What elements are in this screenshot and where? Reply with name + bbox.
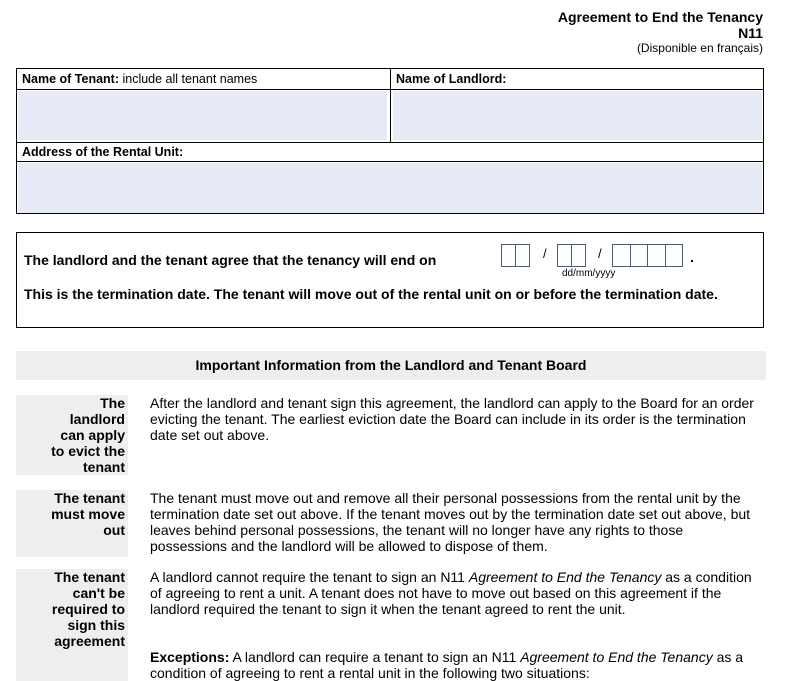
para-can-apply: After the landlord and tenant sign this agreement, the landlord can apply to the Board for an order evicting the tenant. The earliest eviction date the Board can include in its order is the termination date set out above. bbox=[150, 395, 754, 443]
landlord-name-field[interactable] bbox=[393, 91, 762, 140]
info-heading: Important Information from the Landlord and Tenant Board bbox=[16, 351, 766, 380]
french-availability-note: (Disponible en français) bbox=[636, 41, 763, 55]
form-number: N11 bbox=[738, 25, 763, 41]
tenant-name-label: Name of Tenant: include all tenant names bbox=[22, 72, 258, 86]
termination-section bbox=[16, 232, 764, 328]
date-day-field[interactable] bbox=[501, 244, 530, 267]
date-year-field[interactable] bbox=[612, 244, 683, 267]
side-label-cannot-require: The tenant can't be required to sign this agreement bbox=[16, 569, 128, 681]
para-move-out: The tenant must move out and remove all their personal possessions from the rental unit by the termination date set out above. If the tenant moves out by the termination date set out above, but leaves behind personal possessions, the tenant will no longer have any rights to those possessions and the landlord will be allowed to dispose of them. bbox=[150, 490, 751, 554]
termination-explanation: This is the termination date. The tenant will move out of the rental unit on or before the termination date. bbox=[24, 286, 718, 302]
rental-address-field[interactable] bbox=[18, 163, 762, 213]
termination-statement: The landlord and the tenant agree that the tenancy will end on bbox=[24, 252, 437, 268]
side-label-can-apply: The landlord can apply to evict the tenant bbox=[16, 395, 128, 475]
date-period: . bbox=[690, 249, 694, 265]
parties-section bbox=[16, 68, 764, 214]
form-title: Agreement to End the Tenancy bbox=[557, 9, 763, 25]
landlord-name-label: Name of Landlord: bbox=[396, 72, 507, 86]
tenant-name-field[interactable] bbox=[18, 91, 387, 140]
para-cannot-require: A landlord cannot require the tenant to sign an N11 Agreement to End the Tenancy as a condition of agreeing to rent a unit. A tenant does not have to move out based on this agreement if the landlord required the tenant to sign it when the tenant agreed to rent the unit. bbox=[150, 569, 752, 617]
date-month-field[interactable] bbox=[557, 244, 586, 267]
para-exceptions: Exceptions: A landlord can require a tenant to sign an N11 Agreement to End the Tenancy as a condition of agreeing to rent a rental unit in the following two situations: bbox=[150, 649, 744, 681]
date-format-hint: dd/mm/yyyy bbox=[562, 268, 616, 279]
date-slash-1: / bbox=[543, 246, 547, 261]
side-label-move-out: The tenant must move out bbox=[16, 490, 128, 557]
date-slash-2: / bbox=[598, 246, 602, 261]
rental-address-label: Address of the Rental Unit: bbox=[22, 145, 184, 159]
